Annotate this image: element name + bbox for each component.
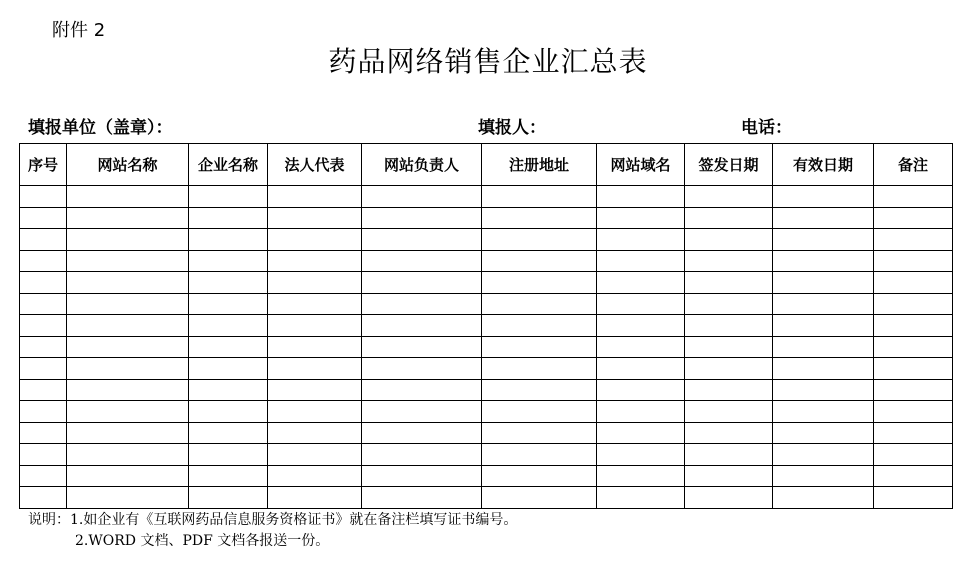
table-cell[interactable] <box>874 379 953 401</box>
table-cell[interactable] <box>773 293 874 315</box>
table-cell[interactable] <box>874 336 953 358</box>
table-cell[interactable] <box>597 336 685 358</box>
table-cell[interactable] <box>773 207 874 229</box>
table-cell[interactable] <box>773 336 874 358</box>
table-cell[interactable] <box>773 186 874 208</box>
table-cell[interactable] <box>362 422 482 444</box>
table-cell[interactable] <box>362 250 482 272</box>
table-cell[interactable] <box>773 229 874 251</box>
table-cell[interactable] <box>685 272 773 294</box>
table-cell[interactable] <box>20 272 67 294</box>
table-cell[interactable] <box>362 358 482 380</box>
table-cell[interactable] <box>268 422 362 444</box>
table-row <box>20 465 953 487</box>
table-cell[interactable] <box>268 250 362 272</box>
table-body <box>20 186 953 509</box>
table-cell[interactable] <box>482 336 597 358</box>
table-cell[interactable] <box>20 487 67 509</box>
table-cell[interactable] <box>362 229 482 251</box>
table-cell[interactable] <box>874 186 953 208</box>
table-cell[interactable] <box>482 186 597 208</box>
table-cell[interactable] <box>773 250 874 272</box>
table-cell[interactable] <box>268 379 362 401</box>
table-cell[interactable] <box>20 293 67 315</box>
table-row <box>20 207 953 229</box>
table-cell[interactable] <box>597 379 685 401</box>
table-cell[interactable] <box>685 186 773 208</box>
table-cell[interactable] <box>482 379 597 401</box>
table-row <box>20 250 953 272</box>
table-cell[interactable] <box>597 293 685 315</box>
table-cell[interactable] <box>482 465 597 487</box>
table-cell[interactable] <box>482 401 597 423</box>
table-cell[interactable] <box>482 272 597 294</box>
table-cell[interactable] <box>189 422 268 444</box>
table-row <box>20 272 953 294</box>
table-cell[interactable] <box>685 207 773 229</box>
table-cell[interactable] <box>597 207 685 229</box>
table-cell[interactable] <box>20 250 67 272</box>
table-row <box>20 444 953 466</box>
table-cell[interactable] <box>20 207 67 229</box>
table-cell[interactable] <box>67 336 189 358</box>
table-row <box>20 315 953 337</box>
table-cell[interactable] <box>20 315 67 337</box>
table-cell[interactable] <box>67 293 189 315</box>
table-cell[interactable] <box>773 315 874 337</box>
table-cell[interactable] <box>597 487 685 509</box>
col-header-registered-address: 注册地址 <box>482 144 597 186</box>
table-cell[interactable] <box>874 444 953 466</box>
col-header-site-manager: 网站负责人 <box>362 144 482 186</box>
table-row <box>20 229 953 251</box>
table-cell[interactable] <box>362 315 482 337</box>
table-cell[interactable] <box>362 293 482 315</box>
col-header-expiry-date: 有效日期 <box>773 144 874 186</box>
table-cell[interactable] <box>268 465 362 487</box>
note-prefix: 说明： <box>28 512 70 528</box>
table-cell[interactable] <box>874 358 953 380</box>
table-cell[interactable] <box>597 465 685 487</box>
table-row <box>20 401 953 423</box>
table-cell[interactable] <box>67 272 189 294</box>
table-cell[interactable] <box>20 465 67 487</box>
table-cell[interactable] <box>189 401 268 423</box>
table-cell[interactable] <box>874 250 953 272</box>
page-title: 药品网络销售企业汇总表 <box>328 45 648 78</box>
table-row <box>20 358 953 380</box>
table-cell[interactable] <box>874 272 953 294</box>
table-cell[interactable] <box>685 379 773 401</box>
table-cell[interactable] <box>482 229 597 251</box>
table-cell[interactable] <box>67 186 189 208</box>
table-cell[interactable] <box>268 272 362 294</box>
col-header-remarks: 备注 <box>874 144 953 186</box>
table-cell[interactable] <box>189 186 268 208</box>
table-cell[interactable] <box>268 186 362 208</box>
table-cell[interactable] <box>597 272 685 294</box>
table-cell[interactable] <box>597 229 685 251</box>
table-cell[interactable] <box>20 229 67 251</box>
table-cell[interactable] <box>67 487 189 509</box>
table-cell[interactable] <box>67 207 189 229</box>
table-cell[interactable] <box>874 465 953 487</box>
table-cell[interactable] <box>685 422 773 444</box>
table-cell[interactable] <box>685 487 773 509</box>
table-cell[interactable] <box>20 444 67 466</box>
table-cell[interactable] <box>685 358 773 380</box>
note-text-1: 1.如企业有《互联网药品信息服务资格证书》就在备注栏填写证书编号。 <box>70 512 518 528</box>
table-cell[interactable] <box>482 422 597 444</box>
table-cell[interactable] <box>67 315 189 337</box>
reporting-unit-label: 填报单位（盖章）： <box>28 118 173 138</box>
table-row <box>20 487 953 509</box>
table-cell[interactable] <box>189 379 268 401</box>
table-cell[interactable] <box>685 465 773 487</box>
notes <box>28 510 517 552</box>
table-row <box>20 186 953 208</box>
attachment-label: 附件 2 <box>52 20 106 41</box>
table-cell[interactable] <box>597 358 685 380</box>
table-cell[interactable] <box>773 401 874 423</box>
table-cell[interactable] <box>362 487 482 509</box>
table-cell[interactable] <box>189 444 268 466</box>
table-cell[interactable] <box>268 487 362 509</box>
table-cell[interactable] <box>268 444 362 466</box>
table-cell[interactable] <box>268 358 362 380</box>
table-cell[interactable] <box>874 487 953 509</box>
table-cell[interactable] <box>268 401 362 423</box>
table-cell[interactable] <box>67 444 189 466</box>
table-cell[interactable] <box>773 487 874 509</box>
table-cell[interactable] <box>685 444 773 466</box>
table-cell[interactable] <box>362 272 482 294</box>
table-cell[interactable] <box>20 186 67 208</box>
table-cell[interactable] <box>189 358 268 380</box>
table-cell[interactable] <box>189 336 268 358</box>
table-cell[interactable] <box>773 422 874 444</box>
phone-label: 电话： <box>741 118 792 138</box>
table-row <box>20 293 953 315</box>
table-header-row <box>20 144 953 186</box>
table-cell[interactable] <box>20 401 67 423</box>
table-cell[interactable] <box>67 379 189 401</box>
table-cell[interactable] <box>874 229 953 251</box>
table-cell[interactable] <box>362 207 482 229</box>
table-cell[interactable] <box>67 422 189 444</box>
table-cell[interactable] <box>268 315 362 337</box>
table-cell[interactable] <box>773 465 874 487</box>
table-cell[interactable] <box>597 250 685 272</box>
table-cell[interactable] <box>482 315 597 337</box>
table-cell[interactable] <box>268 229 362 251</box>
table-cell[interactable] <box>362 465 482 487</box>
table-row <box>20 379 953 401</box>
table-cell[interactable] <box>597 315 685 337</box>
table-cell[interactable] <box>189 293 268 315</box>
table-cell[interactable] <box>20 422 67 444</box>
table-cell[interactable] <box>597 186 685 208</box>
table-cell[interactable] <box>189 229 268 251</box>
table-cell[interactable] <box>362 401 482 423</box>
table-cell[interactable] <box>685 315 773 337</box>
col-header-domain: 网站域名 <box>597 144 685 186</box>
col-header-website-name: 网站名称 <box>67 144 189 186</box>
table-cell[interactable] <box>362 336 482 358</box>
table-cell[interactable] <box>20 379 67 401</box>
table-cell[interactable] <box>773 379 874 401</box>
table-cell[interactable] <box>685 401 773 423</box>
table-cell[interactable] <box>20 336 67 358</box>
table-cell[interactable] <box>67 401 189 423</box>
table-cell[interactable] <box>773 444 874 466</box>
table-cell[interactable] <box>67 358 189 380</box>
table-cell[interactable] <box>67 465 189 487</box>
table-cell[interactable] <box>362 186 482 208</box>
table-cell[interactable] <box>597 444 685 466</box>
table-cell[interactable] <box>362 444 482 466</box>
table-cell[interactable] <box>362 379 482 401</box>
col-header-legal-rep: 法人代表 <box>268 144 362 186</box>
table-cell[interactable] <box>685 250 773 272</box>
table-cell[interactable] <box>482 444 597 466</box>
table-cell[interactable] <box>20 358 67 380</box>
table-cell[interactable] <box>67 229 189 251</box>
table-cell[interactable] <box>597 401 685 423</box>
table-cell[interactable] <box>189 272 268 294</box>
table-cell[interactable] <box>874 401 953 423</box>
table-cell[interactable] <box>189 315 268 337</box>
table-cell[interactable] <box>189 465 268 487</box>
table-cell[interactable] <box>874 293 953 315</box>
note-line-1 <box>28 510 517 531</box>
table-cell[interactable] <box>685 229 773 251</box>
table-cell[interactable] <box>189 207 268 229</box>
table-cell[interactable] <box>482 293 597 315</box>
summary-table <box>19 143 953 509</box>
table-cell[interactable] <box>482 358 597 380</box>
table-cell[interactable] <box>685 336 773 358</box>
table-cell[interactable] <box>482 487 597 509</box>
table-cell[interactable] <box>189 250 268 272</box>
table-cell[interactable] <box>685 293 773 315</box>
col-header-issue-date: 签发日期 <box>685 144 773 186</box>
reporter-label: 填报人： <box>478 118 546 138</box>
table-cell[interactable] <box>773 272 874 294</box>
note-line-2: 2.WORD 文档、PDF 文档各报送一份。 <box>75 533 330 549</box>
table-row <box>20 336 953 358</box>
table-cell[interactable] <box>67 250 189 272</box>
table-cell[interactable] <box>268 293 362 315</box>
table-cell[interactable] <box>268 336 362 358</box>
col-header-company-name: 企业名称 <box>189 144 268 186</box>
table-cell[interactable] <box>597 422 685 444</box>
table-cell[interactable] <box>874 207 953 229</box>
table-cell[interactable] <box>189 487 268 509</box>
table-cell[interactable] <box>268 207 362 229</box>
table-cell[interactable] <box>874 315 953 337</box>
table-cell[interactable] <box>773 358 874 380</box>
table-cell[interactable] <box>482 250 597 272</box>
table-cell[interactable] <box>874 422 953 444</box>
col-header-index: 序号 <box>20 144 67 186</box>
table-cell[interactable] <box>482 207 597 229</box>
table-row <box>20 422 953 444</box>
